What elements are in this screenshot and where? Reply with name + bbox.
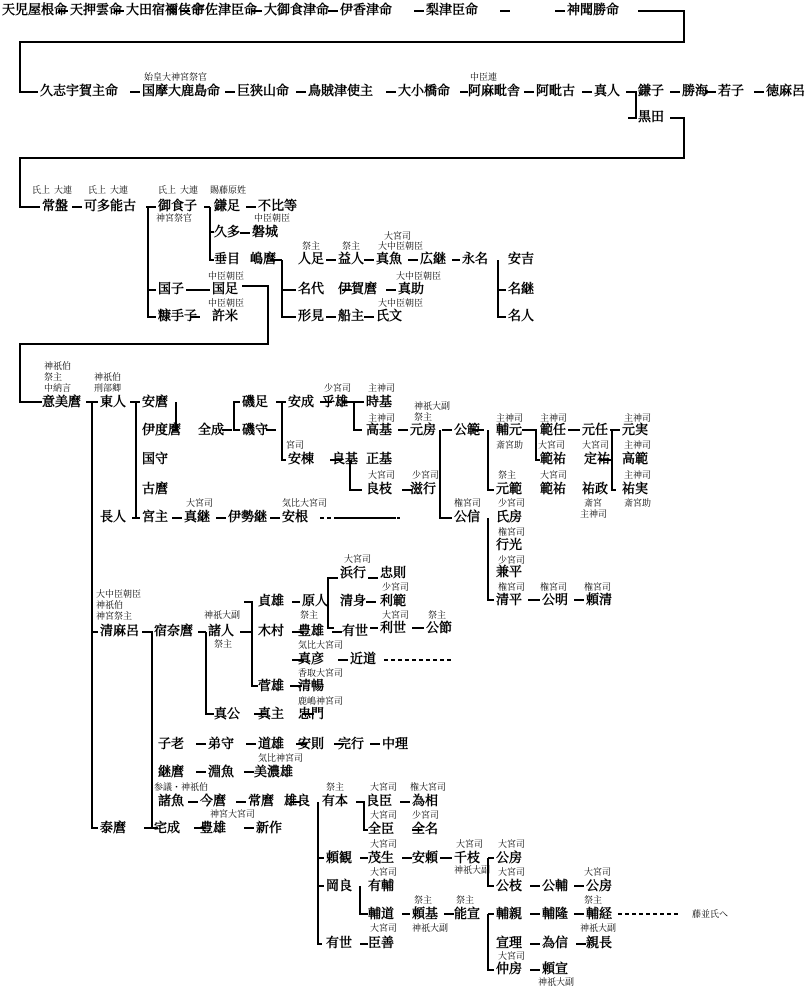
title-label: 大中臣朝臣 (378, 299, 424, 309)
title-label: 氏上 (32, 186, 51, 196)
title-label: 神祇大副 (454, 866, 491, 876)
node-igamaro[interactable]: 伊賀麿 (338, 282, 378, 297)
node-okayoshi[interactable]: 岡良 (326, 879, 353, 894)
title-label: 少宮司 (412, 471, 440, 481)
title-label: 神宮祭官 (156, 214, 193, 224)
title-label: 大宮司 (584, 868, 612, 878)
title-label: 祭主 (302, 242, 321, 252)
node-kimifusa[interactable]: 公房 (496, 851, 523, 866)
node-masuhito[interactable]: 益人 (338, 252, 365, 267)
node-nagahito[interactable]: 長人 (100, 510, 127, 525)
node-harahito[interactable]: 原人 (302, 594, 329, 609)
node-katami[interactable]: 形見 (298, 309, 325, 324)
node-heo[interactable]: 乎雄 (322, 395, 349, 410)
title-label: 祭主 (300, 611, 319, 621)
node-mikeko[interactable]: 御食子 (158, 199, 198, 214)
node-kamikikatsu[interactable]: 神聞勝命 (567, 3, 620, 18)
title-label: 大連 (54, 186, 73, 196)
node-itomaro[interactable]: 伊度麿 (142, 423, 182, 438)
title-label: 祭主 (326, 783, 345, 793)
title-label: 権宮司 (540, 583, 568, 593)
node-motozane[interactable]: 元実 (622, 423, 649, 438)
node-kimisetsu[interactable]: 公節 (426, 621, 453, 636)
node-sadayuki[interactable]: 完行 (338, 737, 365, 752)
node-kiyomaro[interactable]: 清麻呂 (100, 624, 140, 639)
node-kiyohira[interactable]: 清平 (496, 593, 523, 608)
node-kuroda[interactable]: 黒田 (638, 110, 665, 125)
node-kiminobu[interactable]: 公信 (454, 510, 481, 525)
title-label: 気比大宮司 (282, 499, 328, 509)
node-mahiko[interactable]: 真彦 (298, 652, 325, 667)
title-label: 神祇伯 (44, 362, 72, 372)
node-arimoto[interactable]: 有本 (322, 794, 349, 809)
node-iwaki[interactable]: 磐城 (252, 225, 279, 240)
node-nukateko[interactable]: 糠手子 (158, 309, 198, 324)
node-ikatsuomi[interactable]: 鳥賊津使主 (308, 84, 374, 99)
node-kimiaki[interactable]: 公明 (542, 593, 569, 608)
node-morohito[interactable]: 諸人 (208, 624, 235, 639)
node-nakafusa[interactable]: 仲房 (496, 962, 523, 977)
node-motonori[interactable]: 元範 (496, 482, 523, 497)
node-fuchiuo[interactable]: 淵魚 (208, 765, 235, 780)
title-label: 主神司 (368, 384, 396, 394)
title-label: 中納言 (44, 384, 72, 394)
node-morouo[interactable]: 諸魚 (158, 794, 185, 809)
node-kiyomi[interactable]: 清身 (340, 594, 367, 609)
title-label: 大宮司 (498, 952, 526, 962)
node-sadasuke[interactable]: 定祐 (584, 452, 611, 467)
node-yorimoto[interactable]: 頼基 (412, 907, 439, 922)
node-norisuke[interactable]: 範祐 (540, 482, 567, 497)
node-hitotari[interactable]: 人足 (298, 252, 325, 267)
node-masana[interactable]: 全名 (412, 822, 439, 837)
node-yasune[interactable]: 安根 (282, 510, 309, 525)
title-label: 主神司 (580, 510, 608, 520)
title-label: 神祇大副 (412, 924, 449, 934)
title-label: 祭主 (214, 640, 233, 650)
node-amahisa[interactable]: 阿麻毗舎 (468, 84, 521, 99)
node-kamatari[interactable]: 鎌足 (214, 199, 241, 214)
node-kome[interactable]: 許米 (212, 309, 239, 324)
title-label: 少宮司 (382, 583, 410, 593)
title-label: 少宮司 (498, 499, 526, 509)
title-label: 権大宮司 (410, 783, 447, 793)
title-label: 大宮司 (370, 783, 398, 793)
title-label: 中臣朝臣 (208, 299, 245, 309)
node-kimifusa2[interactable]: 公房 (586, 879, 613, 894)
node-tokimoto[interactable]: 時基 (366, 395, 393, 410)
node-mahito[interactable]: 真人 (594, 84, 621, 99)
title-label: 気比神宮司 (258, 754, 304, 764)
title-label: 神祇伯 (96, 601, 124, 611)
node-kuta[interactable]: 久多 (214, 225, 241, 240)
node-nahito[interactable]: 名人 (508, 309, 535, 324)
node-nashitsuomi[interactable]: 梨津臣命 (426, 3, 479, 18)
node-kunimori[interactable]: 国守 (142, 452, 169, 467)
node-michio[interactable]: 道雄 (258, 737, 285, 752)
row1-line (20, 11, 684, 92)
node-kushiuga[interactable]: 久志宇賀主命 (40, 84, 119, 99)
title-label: 権宮司 (454, 499, 482, 509)
node-kamako[interactable]: 鎌子 (638, 84, 665, 99)
node-oyoshi[interactable]: 雄良 (284, 794, 311, 809)
title-label: 神祇大副 (538, 978, 575, 988)
title-label: 大宮司 (370, 868, 398, 878)
title-label: 祭主 (44, 373, 63, 383)
node-toshinori[interactable]: 利範 (380, 594, 407, 609)
title-label: 中臣朝臣 (208, 272, 245, 282)
node-hirotsugu[interactable]: 広継 (420, 252, 447, 267)
title-label: 祭主 (498, 471, 517, 481)
title-label: 神宮祭主 (96, 612, 133, 622)
node-yasunari[interactable]: 安成 (288, 395, 315, 410)
node-isomori[interactable]: 磯守 (242, 423, 269, 438)
node-fuhito[interactable]: 不比等 (258, 199, 298, 214)
node-yakanari[interactable]: 宅成 (154, 821, 181, 836)
node-kiminori[interactable]: 公範 (454, 423, 481, 438)
node-oobashi[interactable]: 大小橋命 (398, 84, 451, 99)
node-chieda[interactable]: 千枝 (454, 851, 481, 866)
node-toshiyo[interactable]: 利世 (380, 621, 407, 636)
node-chikamichi[interactable]: 近道 (350, 652, 377, 667)
node-chikanaga[interactable]: 親長 (586, 936, 613, 951)
title-label: 権宮司 (498, 583, 526, 593)
node-nagana[interactable]: 永名 (462, 252, 489, 267)
title-label: 神祇大副 (204, 611, 241, 621)
node-kanehira[interactable]: 兼平 (496, 565, 523, 580)
node-yasumaro[interactable]: 安麿 (142, 395, 169, 410)
title-label: 大宮司 (498, 868, 526, 878)
title-label: 斎宮助 (624, 499, 652, 509)
node-yasuyori[interactable]: 安頼 (412, 851, 439, 866)
title-label: 大宮司 (582, 441, 610, 451)
node-shigeo[interactable]: 茂生 (368, 851, 395, 866)
node-yukimitsu[interactable]: 行光 (496, 538, 523, 553)
title-label: 大宮司 (186, 499, 214, 509)
title-label: 大宮司 (456, 840, 484, 850)
node-mauo[interactable]: 真魚 (376, 252, 403, 267)
node-yorikiyo[interactable]: 頼清 (586, 593, 613, 608)
title-label: 祭主 (584, 896, 603, 906)
lineage-continuation: 藤並氏へ (692, 910, 729, 920)
title-label: 参議・神祇伯 (154, 783, 209, 793)
title-label: 主神司 (624, 441, 652, 451)
title-label: 主神司 (368, 414, 396, 424)
node-tamenobu[interactable]: 為信 (542, 936, 569, 951)
title-label: 大宮司 (382, 611, 410, 621)
node-ariyo2[interactable]: 有世 (326, 936, 353, 951)
node-miyanushi[interactable]: 宮主 (142, 510, 169, 525)
title-label: 神祇伯 (94, 373, 122, 383)
title-label: 少宮司 (412, 811, 440, 821)
node-omimaro[interactable]: 意美麿 (42, 395, 82, 410)
node-ikatsu[interactable]: 伊香津命 (340, 3, 393, 18)
title-label: 大中臣朝臣 (396, 272, 442, 282)
node-takamoto[interactable]: 高基 (366, 423, 393, 438)
node-oomikeitsu[interactable]: 大御食津命 (264, 3, 330, 18)
title-label: 大連 (110, 186, 129, 196)
title-label: 大宮司 (370, 840, 398, 850)
node-nakamichi[interactable]: 中理 (382, 737, 409, 752)
node-omiyoshi[interactable]: 臣善 (368, 936, 395, 951)
title-label: 主神司 (624, 414, 652, 424)
node-sukemoto[interactable]: 輔元 (496, 423, 523, 438)
title-label: 少宮司 (324, 384, 352, 394)
node-kunisuri[interactable]: 国摩大鹿島命 (142, 84, 221, 99)
node-tsugumaro[interactable]: 継麿 (158, 765, 185, 780)
title-label: 少宮司 (498, 556, 526, 566)
node-shinsaku[interactable]: 新作 (256, 821, 283, 836)
title-label: 祭主 (414, 413, 433, 423)
title-label: 権宮司 (584, 583, 612, 593)
node-kimieda[interactable]: 公枝 (496, 879, 523, 894)
node-funanushi[interactable]: 船主 (338, 309, 365, 324)
title-label: 神祇大副 (414, 402, 451, 412)
node-katanoko[interactable]: 可多能古 (84, 199, 137, 214)
node-kimisuke[interactable]: 公輔 (542, 879, 569, 894)
node-kosayama[interactable]: 巨狭山命 (237, 84, 290, 99)
title-label: 中臣朝臣 (254, 214, 291, 224)
node-nashiro[interactable]: 名代 (298, 282, 325, 297)
title-label: 氏上 (88, 186, 107, 196)
title-label: 斎宮助 (496, 441, 524, 451)
title-label: 大宮司 (540, 471, 568, 481)
node-yasumaro2[interactable]: 泰麿 (100, 821, 127, 836)
node-isotari[interactable]: 磯足 (242, 395, 269, 410)
node-motofusa[interactable]: 元房 (410, 423, 437, 438)
node-yoshiomi[interactable]: 良臣 (366, 794, 393, 809)
node-yasumune[interactable]: 安棟 (288, 452, 315, 467)
node-masaomi[interactable]: 全臣 (368, 822, 395, 837)
title-label: 祭主 (342, 242, 361, 252)
node-kunitari[interactable]: 国足 (212, 282, 239, 297)
node-imamaro[interactable]: 今麿 (200, 794, 227, 809)
node-tarume[interactable]: 垂目 (214, 252, 241, 267)
title-label: 大宮司 (538, 441, 566, 451)
node-tokomaro[interactable]: 徳麻呂 (766, 84, 806, 99)
title-label: 祭主 (428, 611, 447, 621)
node-yorinobu[interactable]: 頼宣 (542, 962, 569, 977)
node-shimamaro[interactable]: 嶋麿 (250, 252, 277, 267)
title-label: 主神司 (540, 414, 568, 424)
title-label: 祭主 (414, 896, 433, 906)
node-kimura[interactable]: 木村 (258, 624, 285, 639)
node-matanari[interactable]: 全成 (198, 423, 225, 438)
node-yasuyoshi[interactable]: 安吉 (508, 252, 535, 267)
title-label: 主神司 (624, 471, 652, 481)
title-label: 大宮司 (384, 232, 412, 242)
node-yoshimoto[interactable]: 良基 (332, 452, 359, 467)
node-mototou[interactable]: 元任 (582, 423, 609, 438)
title-label: 大宮司 (370, 811, 398, 821)
node-wakako[interactable]: 若子 (718, 84, 745, 99)
title-label: 気比大宮司 (298, 641, 344, 651)
node-sukezane[interactable]: 祐実 (622, 482, 649, 497)
title-label: 大宮司 (344, 555, 372, 565)
title-label: 中臣連 (470, 73, 498, 83)
node-nobumichi[interactable]: 宣理 (496, 936, 523, 951)
title-label: 賜藤原姓 (210, 186, 247, 196)
node-ariyo[interactable]: 有世 (342, 624, 369, 639)
title-label: 大中臣朝臣 (96, 590, 142, 600)
node-usatsuomi[interactable]: 宇佐津臣命 (192, 3, 258, 18)
title-label: 大宮司 (370, 924, 398, 934)
node-yorimi[interactable]: 頼観 (326, 851, 353, 866)
node-sukemasa[interactable]: 祐政 (582, 482, 609, 497)
title-label: 大中臣朝臣 (378, 242, 424, 252)
title-label: 刑部卿 (94, 384, 122, 394)
title-label: 宮司 (286, 441, 305, 451)
title-label: 大連 (180, 186, 199, 196)
title-label: 神祇大副 (580, 924, 617, 934)
node-sukechika[interactable]: 輔親 (496, 907, 523, 922)
node-komaro[interactable]: 古麿 (142, 482, 169, 497)
node-sadao[interactable]: 貞雄 (258, 594, 285, 609)
node-natsugu[interactable]: 名継 (508, 282, 535, 297)
node-yoshie[interactable]: 良枝 (366, 482, 393, 497)
node-masuke[interactable]: 真助 (398, 282, 425, 297)
title-label: 始皇大神宮祭官 (144, 73, 208, 83)
title-label: 鹿嶋神宮司 (298, 697, 344, 707)
node-tsunemaro[interactable]: 常麿 (248, 794, 275, 809)
node-kuniko[interactable]: 国子 (158, 282, 185, 297)
node-suketaka[interactable]: 輔隆 (542, 907, 569, 922)
node-suketsune[interactable]: 輔経 (586, 907, 613, 922)
title-label: 香取大宮司 (298, 669, 344, 679)
node-toyoo[interactable]: 豊雄 (298, 624, 325, 639)
node-minoo[interactable]: 美濃雄 (254, 765, 294, 780)
node-amenokoyane[interactable]: 天児屋根命 (2, 3, 68, 18)
node-yasunori[interactable]: 安則 (298, 737, 325, 752)
title-label: 斎宮 (584, 499, 603, 509)
node-masamoto[interactable]: 正基 (366, 452, 393, 467)
node-tokiwa[interactable]: 常盤 (42, 199, 69, 214)
title-label: 大宮司 (368, 471, 396, 481)
title-label: 主神司 (496, 414, 524, 424)
node-sukemichi[interactable]: 輔道 (368, 907, 395, 922)
node-tadakado[interactable]: 忠門 (298, 707, 325, 722)
node-noriuke[interactable]: 範祐 (540, 452, 567, 467)
node-matsugu[interactable]: 真継 (184, 510, 211, 525)
title-label: 祭主 (456, 896, 475, 906)
node-noritou[interactable]: 範任 (540, 423, 567, 438)
node-ootasukune[interactable]: 大田宿禰伎命 (126, 3, 205, 18)
title-label: 大宮司 (498, 840, 526, 850)
node-makimi[interactable]: 真公 (214, 707, 241, 722)
node-tadanori[interactable]: 忠則 (380, 566, 407, 581)
node-manushi[interactable]: 真主 (258, 707, 285, 722)
title-label: 権宮司 (498, 528, 526, 538)
node-sukunamaro[interactable]: 宿奈麿 (154, 624, 194, 639)
node-isetsugu[interactable]: 伊勢継 (228, 510, 268, 525)
node-arisuke[interactable]: 有輔 (368, 879, 395, 894)
node-ujibumi[interactable]: 氏文 (376, 309, 403, 324)
node-ujifusa[interactable]: 氏房 (496, 510, 523, 525)
node-toyoo2[interactable]: 豊雄 (200, 821, 227, 836)
node-sugao[interactable]: 菅雄 (258, 679, 285, 694)
node-shigeyuki[interactable]: 滋行 (410, 482, 437, 497)
node-kiyonobu[interactable]: 清暢 (298, 679, 325, 694)
title-label: 神宮大宮司 (210, 810, 256, 820)
node-yoshinobu[interactable]: 能宣 (454, 907, 481, 922)
node-katsumi[interactable]: 勝海 (682, 84, 709, 99)
node-takanori[interactable]: 高範 (622, 452, 649, 467)
node-azumahito[interactable]: 東人 (100, 395, 127, 410)
node-kooyu[interactable]: 子老 (158, 737, 185, 752)
node-otomori[interactable]: 弟守 (208, 737, 235, 752)
node-tamesuke[interactable]: 為相 (412, 794, 439, 809)
title-label: 氏上 (158, 186, 177, 196)
node-amahiko[interactable]: 阿毗古 (536, 84, 576, 99)
node-ameoshikumo[interactable]: 天押雲命 (70, 3, 123, 18)
node-hamayuki[interactable]: 浜行 (340, 566, 367, 581)
